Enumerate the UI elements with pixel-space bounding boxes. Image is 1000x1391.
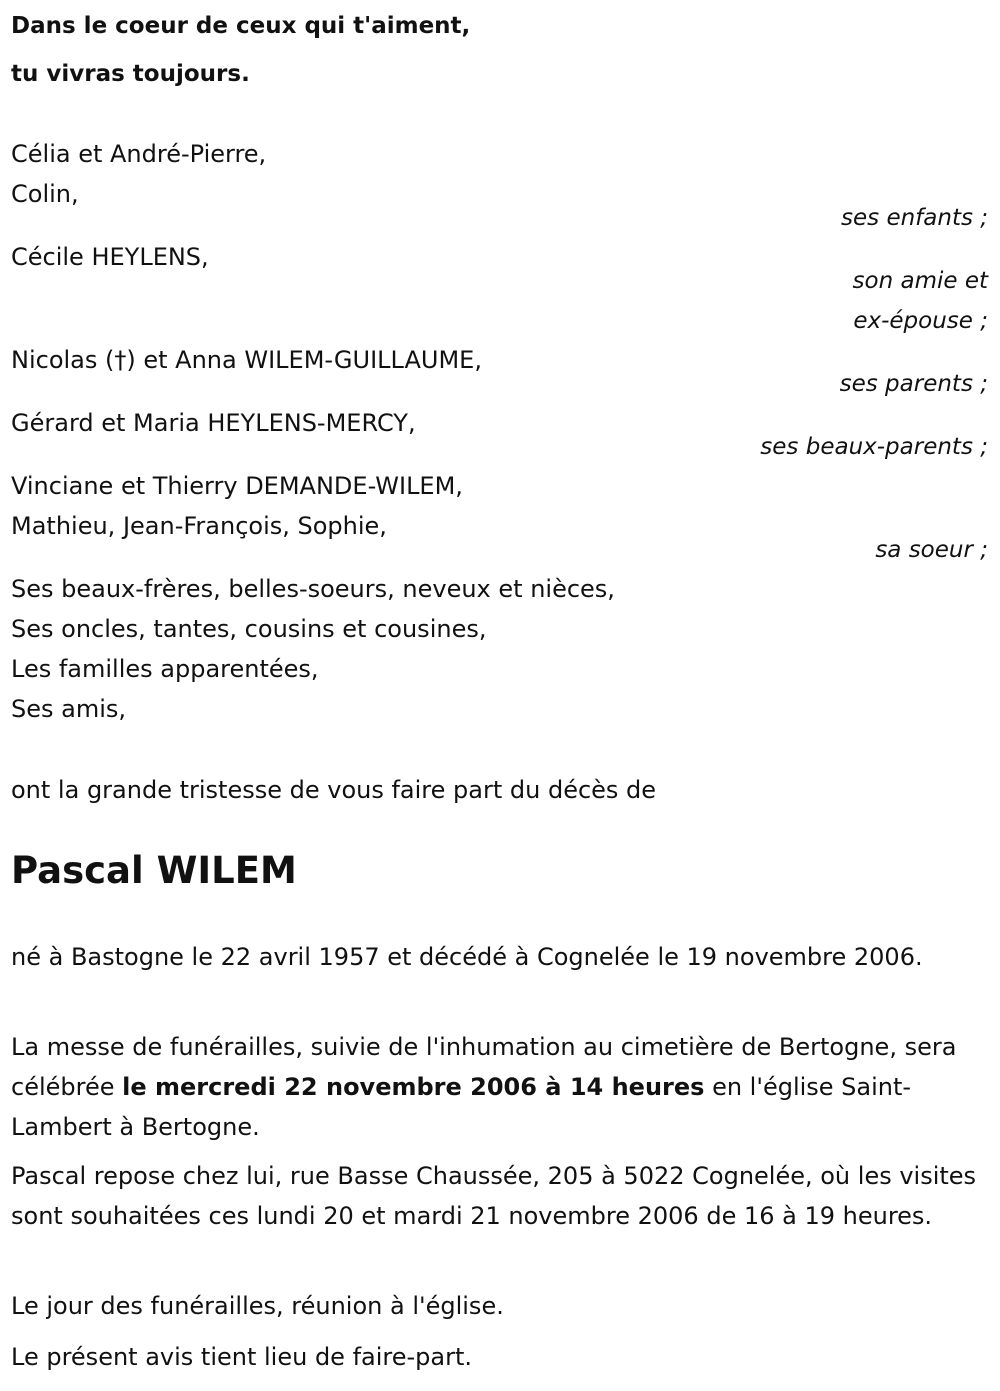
epigraph-line-2: tu vivras toujours. [11,61,250,87]
funeral-text-after: en l'église Saint-Lambert à Bertogne. [11,1073,912,1141]
relation-sister: sa soeur ; [875,537,988,563]
funeral-text-before: La messe de funérailles, suivie de l'inhumation au cimetière de Bertogne, sera célébrée [11,1033,957,1101]
family-children-name: Colin, [11,180,79,208]
notice-paragraph: Le présent avis tient lieu de faire-part. [11,1343,473,1371]
family-partner-name: Cécile HEYLENS, [11,243,209,271]
relation-parents: ses parents ; [839,371,988,397]
meeting-paragraph: Le jour des funérailles, réunion à l'église. [11,1292,504,1320]
family-sister-name: Mathieu, Jean-François, Sophie, [11,512,387,540]
family-others-line: Ses amis, [11,695,127,723]
family-others-line: Les familles apparentées, [11,655,319,683]
family-children-name: Célia et André-Pierre, [11,140,267,168]
family-others-line: Ses oncles, tantes, cousins et cousines, [11,615,487,643]
family-parents-name: Nicolas (†) et Anna WILEM-GUILLAUME, [11,346,482,374]
relation-in-laws: ses beaux-parents ; [760,434,988,460]
family-in-laws-name: Gérard et Maria HEYLENS-MERCY, [11,409,416,437]
birth-death-paragraph: né à Bastogne le 22 avril 1957 et décédé à Cognelée le 19 novembre 2006. [11,943,923,971]
deceased-name: Pascal WILEM [11,849,297,892]
relation-partner: ex-épouse ; [853,308,988,334]
funeral-date-time: le mercredi 22 novembre 2006 à 14 heures [122,1073,705,1101]
family-sister-name: Vinciane et Thierry DEMANDE-WILEM, [11,472,463,500]
funeral-paragraph [11,1027,991,1147]
family-others-line: Ses beaux-frères, belles-soeurs, neveux et nièces, [11,575,615,603]
relation-partner: son amie et [852,268,988,294]
visits-paragraph: Pascal repose chez lui, rue Basse Chaussée, 205 à 5022 Cognelée, où les visites sont souhaitées ces lundi 20 et mardi 21 novembre 2006 de 16 à 19 heures. [11,1162,977,1230]
epigraph-line-1: Dans le coeur de ceux qui t'aiment, [11,13,471,39]
relation-children: ses enfants ; [841,205,988,231]
announcement: ont la grande tristesse de vous faire part du décès de [11,776,657,804]
